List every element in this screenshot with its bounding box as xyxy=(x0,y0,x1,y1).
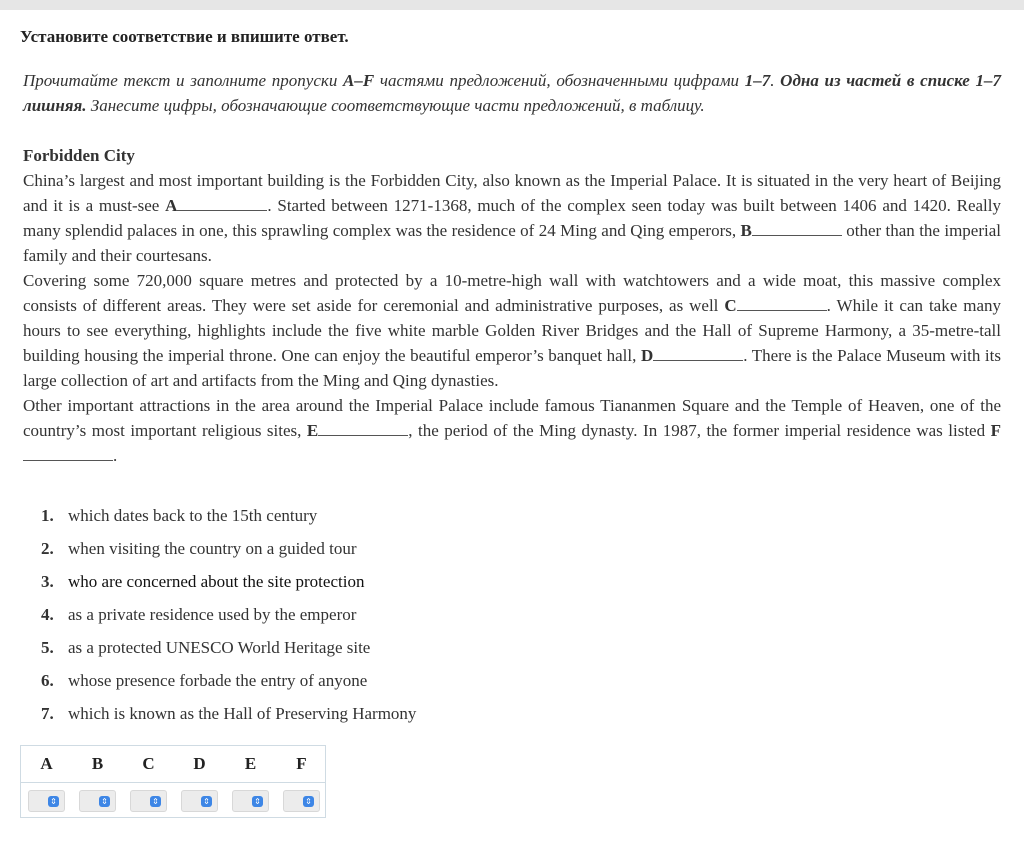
gap-e-label: E xyxy=(306,421,319,440)
answer-select-e[interactable] xyxy=(232,790,269,812)
article-text xyxy=(23,143,1001,468)
answer-select-f[interactable] xyxy=(283,790,320,812)
answer-select-a[interactable] xyxy=(28,790,65,812)
gap-f-label: F xyxy=(990,421,1001,440)
gap-c-label: C xyxy=(724,296,737,315)
updown-chevron-icon: ⇕ xyxy=(99,796,110,807)
top-bar xyxy=(0,0,1024,10)
gap-d-blank xyxy=(653,346,743,361)
column-header-f: F xyxy=(296,754,307,773)
article-paragraph-1: China’s largest and most important building is the Forbidden City, also known as the Imperial Palace. It is situated in the very heart of Beijing and it is a must-see A . Started between 1271-1368, much of the complex seen today was built between 1406 and 1420. Really many splendid palaces in one, this sprawling complex was the residence of 24 Ming and Qing emperors, B other than the imperial family and their courtesans. xyxy=(23,171,1001,265)
option-item-2: 2. when visiting the country on a guided tour xyxy=(41,539,357,558)
column-header-a: A xyxy=(40,754,53,773)
option-item-5: 5. as a protected UNESCO World Heritage site xyxy=(41,638,371,657)
answer-select-c[interactable] xyxy=(130,790,167,812)
answer-table-header xyxy=(21,746,325,783)
option-item-6: 6. whose presence forbade the entry of anyone xyxy=(41,671,368,690)
answer-table xyxy=(20,745,326,818)
gap-a-blank xyxy=(177,196,267,211)
options-list xyxy=(41,504,416,735)
gap-b-blank xyxy=(752,221,842,236)
updown-chevron-icon: ⇕ xyxy=(48,796,59,807)
column-header-d: D xyxy=(193,754,206,773)
answer-select-b[interactable] xyxy=(79,790,116,812)
gap-c-blank xyxy=(737,296,827,311)
gap-a-label: A xyxy=(165,196,178,215)
task-instruction: Прочитайте текст и заполните пропуски A–F частями предложений, обозначенными цифрами 1–7. Одна из частей в списке 1–7 лишняя. Занесите цифры, обозначающие соответствующие части предложений, в таблицу. xyxy=(23,71,1002,115)
option-item-3: 3. who are concerned about the site protection xyxy=(41,572,365,591)
updown-chevron-icon: ⇕ xyxy=(150,796,161,807)
updown-chevron-icon: ⇕ xyxy=(201,796,212,807)
article-paragraph-3: Other important attractions in the area around the Imperial Palace include famous Tiananmen Square and the Temple of Heaven, one of the country’s most important religious sites, E , the period of the Ming dynasty. In 1987, the former imperial residence was listed F. xyxy=(23,396,1001,465)
gap-e-blank xyxy=(318,421,408,436)
option-item-7: 7. which is known as the Hall of Preserving Harmony xyxy=(41,704,417,723)
task-title: Установите соответствие и впишите ответ. xyxy=(20,27,349,46)
article-paragraph-2: Covering some 720,000 square metres and protected by a 10-metre-high wall with watchtowers and a wide moat, this massive complex consists of different areas. They were set aside for ceremonial and administrative purposes, as well C . While it can take many hours to see everything, highlights include the five white marble Golden River Bridges and the Hall of Supreme Harmony, a 35-metre-tall building housing the imperial throne. One can enjoy the beautiful emperor’s banquet hall, D . There is the Palace Museum with its large collection of art and artifacts from the Ming and Qing dynasties. xyxy=(23,271,1001,390)
gap-d-label: D xyxy=(640,346,654,365)
option-item-4: 4. as a private residence used by the emperor xyxy=(41,605,357,624)
article-heading: Forbidden City xyxy=(23,146,135,165)
updown-chevron-icon: ⇕ xyxy=(303,796,314,807)
option-item-1: 1. which dates back to the 15th century xyxy=(41,506,318,525)
column-header-e: E xyxy=(244,754,257,773)
gap-f-blank xyxy=(23,446,113,461)
answer-select-d[interactable] xyxy=(181,790,218,812)
column-header-c: C xyxy=(142,754,155,773)
updown-chevron-icon: ⇕ xyxy=(252,796,263,807)
column-header-b: B xyxy=(91,754,104,773)
gap-b-label: B xyxy=(740,221,752,240)
